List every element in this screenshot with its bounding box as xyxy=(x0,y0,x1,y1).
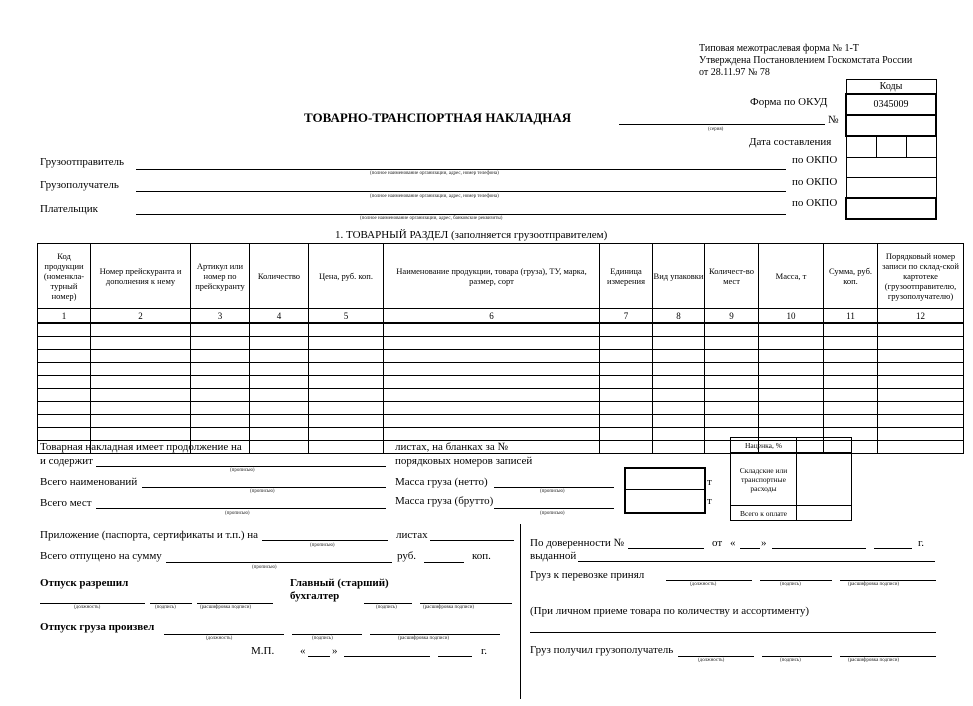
col-number: 1 xyxy=(38,309,91,324)
total-places-line[interactable] xyxy=(96,508,386,509)
accountant-decoding-line[interactable] xyxy=(420,603,512,604)
total-pay-label: Всего к оплате xyxy=(731,506,797,521)
quote-close: » xyxy=(761,537,767,549)
col-number: 9 xyxy=(705,309,759,324)
table-cell[interactable] xyxy=(759,350,824,363)
table-cell[interactable] xyxy=(705,376,759,389)
decoding-hint: (расшифровка подписи) xyxy=(848,658,900,663)
form-type-line: Типовая межотраслевая форма № 1-Т xyxy=(699,43,859,54)
mass-box[interactable] xyxy=(624,467,706,514)
table-cell[interactable] xyxy=(653,376,705,389)
release-day-line[interactable] xyxy=(308,656,330,657)
words-hint: (прописью) xyxy=(540,511,565,516)
payer-line[interactable] xyxy=(136,214,786,215)
table-cell[interactable] xyxy=(191,415,250,428)
table-cell[interactable] xyxy=(878,441,964,454)
table-cell[interactable] xyxy=(250,376,309,389)
words-hint: (прописью) xyxy=(250,489,275,494)
table-cell[interactable] xyxy=(91,415,191,428)
decoding-hint: (расшифровка подписи) xyxy=(398,636,450,641)
table-cell[interactable] xyxy=(600,441,653,454)
table-cell[interactable] xyxy=(384,389,600,402)
table-cell[interactable] xyxy=(759,415,824,428)
table-cell[interactable] xyxy=(653,337,705,350)
table-cell[interactable] xyxy=(191,428,250,441)
position-hint: (должность) xyxy=(690,582,717,587)
table-cell[interactable] xyxy=(824,389,878,402)
table-cell[interactable] xyxy=(250,350,309,363)
table-cell[interactable] xyxy=(824,376,878,389)
table-cell[interactable] xyxy=(38,337,91,350)
table-cell[interactable] xyxy=(600,323,653,337)
table-cell[interactable] xyxy=(91,376,191,389)
table-row xyxy=(38,323,964,337)
order-numbers-label: порядковых номеров записей xyxy=(395,455,533,467)
table-cell[interactable] xyxy=(759,402,824,415)
received-decoding-line[interactable] xyxy=(840,656,936,657)
table-cell[interactable] xyxy=(824,350,878,363)
sheets-label: листах xyxy=(396,529,428,541)
year-label: г. xyxy=(918,537,925,549)
col-number: 4 xyxy=(250,309,309,324)
table-cell[interactable] xyxy=(878,337,964,350)
table-cell[interactable] xyxy=(309,363,384,376)
okud-code: 0345009 xyxy=(846,94,936,115)
attachment-label: Приложение (паспорта, сертификаты и т.п.) на xyxy=(40,529,259,541)
table-cell[interactable] xyxy=(309,376,384,389)
date-label: Дата составления xyxy=(749,136,832,148)
table-cell[interactable] xyxy=(653,323,705,337)
words-hint: (прописью) xyxy=(225,511,250,516)
okpo-shipper-cell[interactable] xyxy=(846,158,936,178)
quote-open: « xyxy=(300,645,306,657)
accepted-signature-line[interactable] xyxy=(760,580,832,581)
table-cell[interactable] xyxy=(38,350,91,363)
table-cell[interactable] xyxy=(653,389,705,402)
okpo-consignee-cell[interactable] xyxy=(846,178,936,199)
signature-hint: (подпись) xyxy=(312,636,333,641)
table-cell[interactable] xyxy=(824,402,878,415)
col-number: 6 xyxy=(384,309,600,324)
table-cell[interactable] xyxy=(191,363,250,376)
issued-label: выданной xyxy=(530,550,577,562)
col-header: Масса, т xyxy=(759,244,824,309)
table-cell[interactable] xyxy=(309,428,384,441)
table-cell[interactable] xyxy=(653,441,705,454)
col-number: 2 xyxy=(91,309,191,324)
markup-box xyxy=(730,437,852,521)
table-row xyxy=(38,363,964,376)
blanks-number-line[interactable] xyxy=(512,453,722,454)
attorney-year-line[interactable] xyxy=(874,548,912,549)
kop-line[interactable] xyxy=(424,562,464,563)
personal-acceptance-note: (При личном приеме товара по количеству и ассортименту) xyxy=(530,605,810,617)
col-number: 11 xyxy=(824,309,878,324)
form-approval-line: Утверждена Постановлением Госкомстата России xyxy=(699,55,913,66)
table-cell[interactable] xyxy=(759,323,824,337)
table-cell[interactable] xyxy=(824,363,878,376)
table-cell[interactable] xyxy=(600,402,653,415)
table-cell[interactable] xyxy=(878,376,964,389)
table-cell[interactable] xyxy=(600,428,653,441)
table-cell[interactable] xyxy=(309,337,384,350)
table-cell[interactable] xyxy=(384,363,600,376)
accountant-signature-line[interactable] xyxy=(364,603,412,604)
col-number: 12 xyxy=(878,309,964,324)
table-cell[interactable] xyxy=(38,376,91,389)
table-cell[interactable] xyxy=(91,323,191,337)
table-cell[interactable] xyxy=(309,389,384,402)
position-hint: (должность) xyxy=(74,605,101,610)
net-mass-label: Масса груза (нетто) xyxy=(395,476,488,488)
table-row xyxy=(38,337,964,350)
table-cell[interactable] xyxy=(38,415,91,428)
year-label: г. xyxy=(481,645,488,657)
quote-open: « xyxy=(730,537,736,549)
expenses-value[interactable] xyxy=(797,453,852,506)
table-cell[interactable] xyxy=(309,350,384,363)
chief-accountant-label-2: бухгалтер xyxy=(290,590,340,602)
table-cell[interactable] xyxy=(878,323,964,337)
okud-label: Форма по ОКУД xyxy=(750,96,828,108)
table-cell[interactable] xyxy=(250,402,309,415)
table-cell[interactable] xyxy=(191,323,250,337)
release-month-line[interactable] xyxy=(344,656,430,657)
shipper-hint: (полное наименование организации, адрес, номер телефона) xyxy=(370,171,499,176)
table-cell[interactable] xyxy=(309,323,384,337)
table-row xyxy=(38,389,964,402)
table-cell[interactable] xyxy=(384,376,600,389)
total-names-label: Всего наименований xyxy=(40,476,138,488)
consignee-label: Грузополучатель xyxy=(40,179,119,191)
released-signature-line[interactable] xyxy=(292,634,362,635)
gross-mass-line[interactable] xyxy=(494,508,614,509)
from-label: от xyxy=(712,537,723,549)
table-cell[interactable] xyxy=(824,323,878,337)
accepted-decoding-line[interactable] xyxy=(840,580,936,581)
table-cell[interactable] xyxy=(878,389,964,402)
attachment-line[interactable] xyxy=(262,540,388,541)
table-cell[interactable] xyxy=(191,389,250,402)
released-position-line[interactable] xyxy=(164,634,284,635)
table-cell[interactable] xyxy=(653,428,705,441)
shipper-line[interactable] xyxy=(136,169,786,170)
table-cell[interactable] xyxy=(309,441,384,454)
permitted-decoding-line[interactable] xyxy=(197,603,273,604)
contains-line[interactable] xyxy=(96,466,386,467)
table-cell[interactable] xyxy=(384,428,600,441)
table-cell[interactable] xyxy=(705,323,759,337)
col-header: Наименование продукции, товара (груза), ТУ, марка, размер, сорт xyxy=(384,244,600,309)
acceptance-line[interactable] xyxy=(530,632,936,633)
continuation-sheets-line[interactable] xyxy=(246,453,386,454)
total-names-line[interactable] xyxy=(142,487,386,488)
table-cell[interactable] xyxy=(91,428,191,441)
table-cell[interactable] xyxy=(250,415,309,428)
date-month-cell[interactable] xyxy=(876,136,906,158)
col-number: 5 xyxy=(309,309,384,324)
net-ton-unit: т xyxy=(707,476,712,488)
accepted-position-line[interactable] xyxy=(666,580,752,581)
table-cell[interactable] xyxy=(705,350,759,363)
number-label: № xyxy=(828,114,839,126)
section-divider xyxy=(520,524,521,699)
col-header: Сумма, руб. коп. xyxy=(824,244,878,309)
markup-value[interactable] xyxy=(797,438,852,453)
position-hint: (должность) xyxy=(206,636,233,641)
table-cell[interactable] xyxy=(759,337,824,350)
signature-hint: (подпись) xyxy=(155,605,176,610)
table-row xyxy=(38,402,964,415)
col-header: Порядковый номер записи по склад-ской картотеке (грузоотправителю, грузополучателю) xyxy=(878,244,964,309)
attorney-month-line[interactable] xyxy=(772,548,866,549)
table-cell[interactable] xyxy=(600,389,653,402)
table-cell[interactable] xyxy=(384,350,600,363)
table-cell[interactable] xyxy=(91,363,191,376)
markup-label: Наценка, % xyxy=(731,438,797,453)
table-cell[interactable] xyxy=(250,441,309,454)
gross-ton-unit: т xyxy=(707,495,712,507)
decoding-hint: (расшифровка подписи) xyxy=(200,605,252,610)
continuation-label: Товарная накладная имеет продолжение на xyxy=(40,441,242,453)
table-cell[interactable] xyxy=(878,428,964,441)
okpo-shipper-label: по ОКПО xyxy=(792,154,838,166)
kop-label: коп. xyxy=(472,550,491,562)
total-places-label: Всего мест xyxy=(40,497,92,509)
decoding-hint: (расшифровка подписи) xyxy=(423,605,475,610)
table-cell[interactable] xyxy=(878,363,964,376)
power-attorney-number-line[interactable] xyxy=(628,548,704,549)
shipper-label: Грузоотправитель xyxy=(40,156,125,168)
decoding-hint: (расшифровка подписи) xyxy=(848,582,900,587)
contains-label: и содержит xyxy=(40,455,93,467)
net-mass-line[interactable] xyxy=(494,487,614,488)
col-header: Код продукции (номенкла-турный номер) xyxy=(38,244,91,309)
table-cell[interactable] xyxy=(38,428,91,441)
table-cell[interactable] xyxy=(759,363,824,376)
table-cell[interactable] xyxy=(878,402,964,415)
quote-close: » xyxy=(332,645,338,657)
attorney-day-line[interactable] xyxy=(740,548,760,549)
table-cell[interactable] xyxy=(705,337,759,350)
date-day-cell[interactable] xyxy=(846,136,876,158)
table-cell[interactable] xyxy=(878,350,964,363)
table-cell[interactable] xyxy=(384,402,600,415)
words-hint: (прописью) xyxy=(230,468,255,473)
form-date-line: от 28.11.97 № 78 xyxy=(699,67,770,78)
col-number: 3 xyxy=(191,309,250,324)
col-number: 8 xyxy=(653,309,705,324)
table-cell[interactable] xyxy=(653,402,705,415)
release-year-line[interactable] xyxy=(438,656,472,657)
signature-hint: (подпись) xyxy=(780,582,801,587)
table-row xyxy=(38,376,964,389)
table-cell[interactable] xyxy=(878,415,964,428)
col-header: Цена, руб. коп. xyxy=(309,244,384,309)
expenses-label: Складские или транспортные расходы xyxy=(731,453,797,506)
table-cell[interactable] xyxy=(250,323,309,337)
table-cell[interactable] xyxy=(759,389,824,402)
table-cell[interactable] xyxy=(38,323,91,337)
section-title: 1. ТОВАРНЫЙ РАЗДЕЛ (заполняется грузоотправителем) xyxy=(335,229,608,241)
table-cell[interactable] xyxy=(600,415,653,428)
permitted-signature-line[interactable] xyxy=(150,603,192,604)
consignee-hint: (полное наименование организации, адрес, номер телефона) xyxy=(370,194,499,199)
rub-label: руб. xyxy=(397,550,417,562)
table-cell[interactable] xyxy=(250,337,309,350)
document-title: ТОВАРНО-ТРАНСПОРТНАЯ НАКЛАДНАЯ xyxy=(304,110,572,125)
table-cell[interactable] xyxy=(191,376,250,389)
issued-line[interactable] xyxy=(578,561,935,562)
okpo-payer-label: по ОКПО xyxy=(792,197,838,209)
col-number: 10 xyxy=(759,309,824,324)
date-year-cell[interactable] xyxy=(906,136,936,158)
sheets-line[interactable] xyxy=(430,540,514,541)
table-cell[interactable] xyxy=(653,350,705,363)
signature-hint: (подпись) xyxy=(376,605,397,610)
received-position-line[interactable] xyxy=(678,656,754,657)
table-cell[interactable] xyxy=(191,337,250,350)
permitted-position-line[interactable] xyxy=(40,603,145,604)
total-released-label: Всего отпущено на сумму xyxy=(40,550,162,562)
okpo-consignee-label: по ОКПО xyxy=(792,176,838,188)
table-cell[interactable] xyxy=(38,402,91,415)
table-cell[interactable] xyxy=(91,350,191,363)
table-cell[interactable] xyxy=(653,363,705,376)
okpo-payer-cell[interactable] xyxy=(846,198,936,219)
signature-hint: (подпись) xyxy=(780,658,801,663)
col-number: 7 xyxy=(600,309,653,324)
table-cell[interactable] xyxy=(384,415,600,428)
col-header: Количест-во мест xyxy=(705,244,759,309)
col-header: Количество xyxy=(250,244,309,309)
col-header: Вид упаковки xyxy=(653,244,705,309)
table-cell[interactable] xyxy=(600,363,653,376)
codes-header: Коды xyxy=(846,80,936,95)
series-hint: (серия) xyxy=(708,127,724,132)
consignee-line[interactable] xyxy=(136,191,786,192)
release-permitted-label: Отпуск разрешил xyxy=(40,577,129,589)
table-cell[interactable] xyxy=(191,402,250,415)
series-line[interactable] xyxy=(619,124,825,125)
position-hint: (должность) xyxy=(698,658,725,663)
table-cell[interactable] xyxy=(759,376,824,389)
table-cell[interactable] xyxy=(705,363,759,376)
codes-block xyxy=(845,79,937,220)
doc-number-cell[interactable] xyxy=(846,115,936,136)
received-signature-line[interactable] xyxy=(762,656,832,657)
table-cell[interactable] xyxy=(38,363,91,376)
table-cell[interactable] xyxy=(600,350,653,363)
table-cell[interactable] xyxy=(653,415,705,428)
table-cell[interactable] xyxy=(250,363,309,376)
table-cell[interactable] xyxy=(91,389,191,402)
goods-table xyxy=(37,243,964,454)
col-header: Номер прейскуранта и дополнения к нему xyxy=(91,244,191,309)
table-row xyxy=(38,350,964,363)
sheets-blanks-label: листах, на бланках за № xyxy=(395,441,508,453)
col-header: Артикул или номер по прейскуранту xyxy=(191,244,250,309)
table-cell[interactable] xyxy=(600,376,653,389)
table-cell[interactable] xyxy=(191,350,250,363)
total-released-line[interactable] xyxy=(166,562,392,563)
words-hint: (прописью) xyxy=(310,543,335,548)
table-cell[interactable] xyxy=(705,389,759,402)
payer-label: Плательщик xyxy=(40,203,98,215)
chief-accountant-label-1: Главный (старший) xyxy=(290,577,389,589)
table-cell[interactable] xyxy=(600,337,653,350)
stamp-label: М.П. xyxy=(251,645,275,657)
col-header: Единица измерения xyxy=(600,244,653,309)
table-cell[interactable] xyxy=(384,337,600,350)
table-cell[interactable] xyxy=(824,415,878,428)
table-cell[interactable] xyxy=(705,402,759,415)
released-decoding-line[interactable] xyxy=(370,634,500,635)
payer-hint: (полное наименование организации, адрес, банковские реквизиты) xyxy=(360,216,503,221)
table-cell[interactable] xyxy=(824,337,878,350)
words-hint: (прописью) xyxy=(252,565,277,570)
table-cell[interactable] xyxy=(309,402,384,415)
total-pay-value[interactable] xyxy=(797,506,852,521)
words-hint: (прописью) xyxy=(540,489,565,494)
table-cell[interactable] xyxy=(91,337,191,350)
released-by-label: Отпуск груза произвел xyxy=(40,621,155,633)
power-attorney-label: По доверенности № xyxy=(530,537,625,549)
table-cell[interactable] xyxy=(91,402,191,415)
table-row xyxy=(38,415,964,428)
table-cell[interactable] xyxy=(250,389,309,402)
cargo-accepted-label: Груз к перевозке принял xyxy=(530,569,645,581)
table-cell[interactable] xyxy=(705,415,759,428)
table-cell[interactable] xyxy=(38,389,91,402)
table-cell[interactable] xyxy=(250,428,309,441)
cargo-received-label: Груз получил грузополучатель xyxy=(530,644,674,656)
table-cell[interactable] xyxy=(384,323,600,337)
gross-mass-label: Масса груза (брутто) xyxy=(395,495,494,507)
table-cell[interactable] xyxy=(309,415,384,428)
